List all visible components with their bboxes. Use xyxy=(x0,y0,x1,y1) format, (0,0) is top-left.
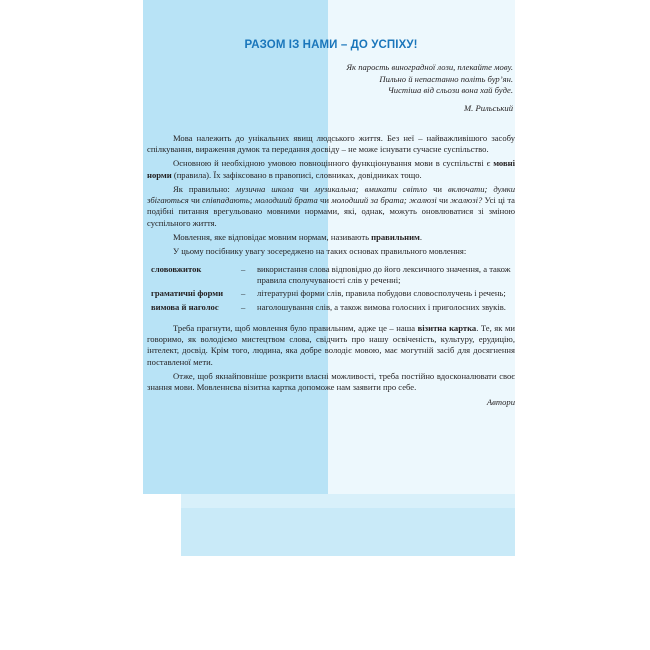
term-highlight: мовні норми xyxy=(147,158,515,180)
epigraph-author: М. Рильський xyxy=(464,103,513,114)
paragraph-5: У цьому посібнику увагу зосереджено на таких основах правильного мовлення: xyxy=(173,246,467,257)
bottom-blue-band xyxy=(181,508,515,556)
paragraph-6: Треба прагнути, щоб мовлення було правильним, адже це – наша візитна картка. Те, як ми говоримо, як володіємо мистецтвом слова, свідчить про нашу освіченість, культуру, ерудицію, інтелект, досвід. Крім того, людина, яка добре володіє мовою, має могутній засіб для досягнення поставленої мети. xyxy=(147,322,515,367)
paragraph-7: Отже, щоб якнайповніше розкрити власні можливості, треба постійно вдосконалювати своє знання мови. Мовленнєва візитна картка допоможе нам заявити про себе. xyxy=(147,371,515,393)
body-text xyxy=(147,133,515,394)
term-row xyxy=(147,288,515,299)
epigraph-line: Як парость виноградної лози, плекайте мову. xyxy=(346,62,513,73)
term-definition: використання слова відповідно до його лексичного значення, а також правила сполучуваності слів у реченні; xyxy=(257,263,511,285)
term-row xyxy=(147,302,515,313)
paragraph-1: Мова належить до унікальних явищ людського життя. Без неї – найважливішого засобу спілкування, вираження думок та передання досвіду – не може існувати сучасне суспільство. xyxy=(147,132,515,154)
term-highlight: візитна картка xyxy=(417,322,477,333)
epigraph-line: Чистіша від сльози вона хай буде. xyxy=(387,85,513,96)
term-definition: літературні форми слів, правила побудови словосполучень і речень; xyxy=(257,288,506,299)
epigraph-line: Пильно й непастанно політь бур’ян. xyxy=(379,73,513,84)
term-highlight: правильним xyxy=(371,232,420,243)
bottom-blue-strip-top xyxy=(181,494,515,508)
paragraph-2: Основною й необхідною умовою повноцінного функціонування мови в суспільстві є мовні норми (правила). Їх зафіксовано в правописі, словниках, довідниках тощо. xyxy=(147,158,515,180)
paragraph-4: Мовлення, яке відповідає мовним нормам, називають правильним. xyxy=(173,232,423,243)
term-row xyxy=(147,264,515,287)
term-dash: – xyxy=(241,288,246,299)
paragraph-3: Як правильно: музична школа чи музикальна; вмикати світло чи включати; думки збігаються чи співпадають; молодший брата чи молодший за брата; жалюзі чи жалюзі? Усі ці та подібні питання врегульовано мовними нормами, які, однак, можуть оновлюватися зі зміною суспільного життя. xyxy=(147,183,516,228)
term-definition: наголошування слів, а також вимова голосних і приголосних звуків. xyxy=(257,301,506,312)
page-content xyxy=(147,40,515,408)
term-name: вимова й наголос xyxy=(151,301,219,312)
page-title: РАЗОМ ІЗ НАМИ – ДО УСПІХУ! xyxy=(244,39,418,51)
term-name: граматичні форми xyxy=(151,288,224,299)
term-dash: – xyxy=(241,301,246,312)
epigraph xyxy=(147,62,515,114)
terms-list xyxy=(147,264,515,313)
term-name: слововжиток xyxy=(151,263,202,274)
signature: Автори xyxy=(486,396,515,407)
term-dash: – xyxy=(241,263,246,274)
